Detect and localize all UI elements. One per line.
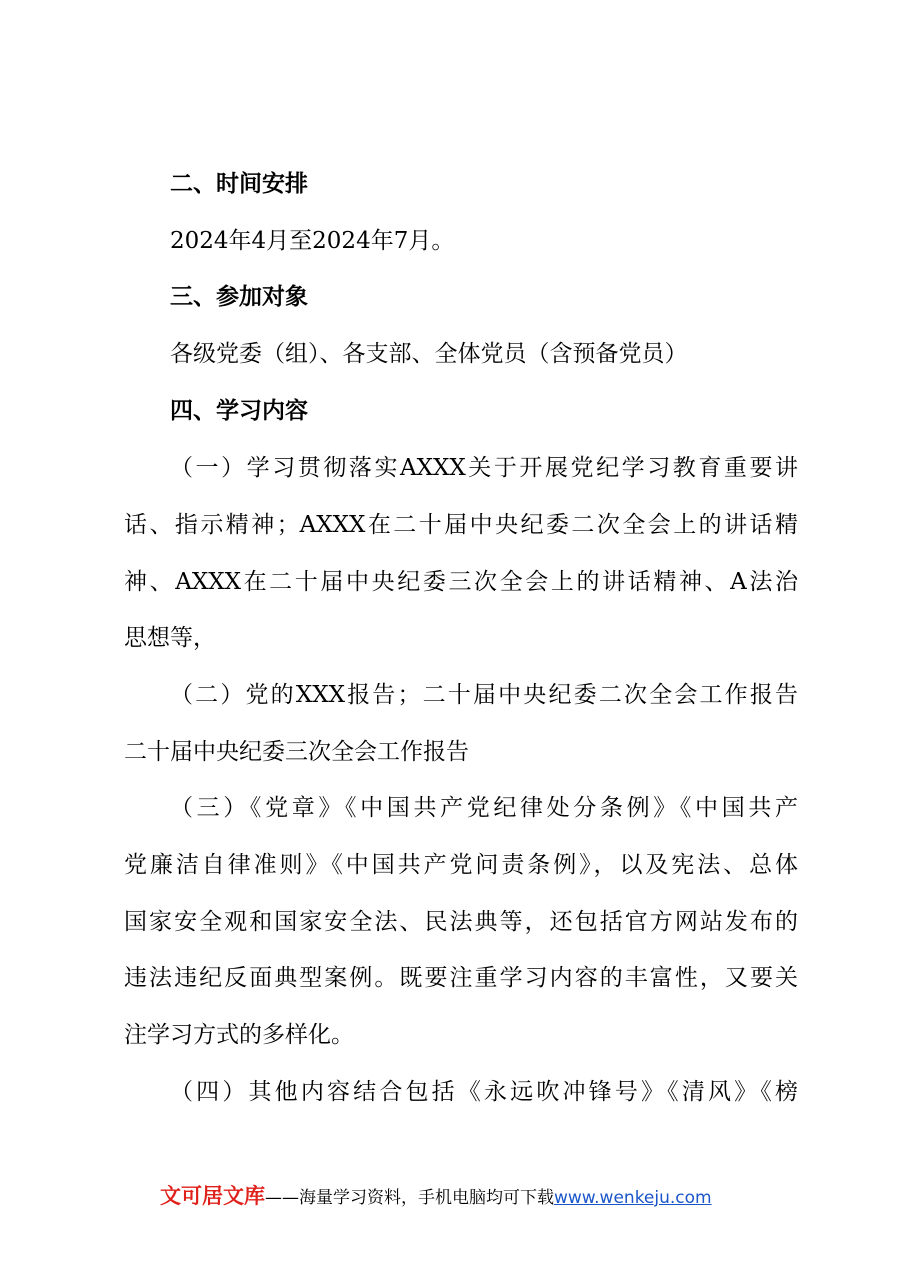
item1-line1: （一）学习贯彻落实AXXX关于开展党纪学习教育重要讲 (170, 455, 798, 481)
section-heading-participants: 三、参加对象 (170, 284, 308, 310)
item1-line4: 思想等， (124, 625, 216, 651)
schedule-text: 2024年4月至2024年7月。 (170, 228, 455, 254)
item3-line4: 违法违纪反面典型案例。既要注重学习内容的丰富性，又要关 (124, 965, 798, 991)
participants-text: 各级党委（组）、各支部、全体党员（含预备党员） (170, 341, 688, 367)
item1-line3: 神、AXXX在二十届中央纪委三次全会上的讲话精神、A法治 (124, 569, 798, 595)
section-heading-content: 四、学习内容 (170, 398, 308, 424)
item4-line1: （四）其他内容结合包括《永远吹冲锋号》《清风》《榜 (170, 1079, 798, 1105)
item3-line5: 注学习方式的多样化。 (124, 1022, 354, 1048)
item3-line1: （三）《党章》《中国共产党纪律处分条例》《中国共产 (170, 795, 798, 821)
footer-brand: 文可居文库 (160, 1184, 265, 1208)
item3-line2: 党廉洁自律准则》《中国共产党问责条例》，以及宪法、总体 (124, 852, 798, 878)
section-heading-schedule: 二、时间安排 (170, 171, 308, 197)
item2-line2: 二十届中央纪委三次全会工作报告 (124, 739, 469, 765)
item1-line2: 话、指示精神；AXXX在二十届中央纪委二次全会上的讲话精 (124, 512, 798, 538)
item3-line3: 国家安全观和国家安全法、民法典等，还包括官方网站发布的 (124, 909, 798, 935)
footer-url-link[interactable]: www.wenkeju.com (554, 1188, 712, 1208)
footer-tagline: ——海量学习资料，手机电脑均可下载 (265, 1188, 554, 1208)
page-footer (160, 1180, 712, 1212)
item2-line1: （二）党的XXX报告；二十届中央纪委二次全会工作报告 (170, 682, 798, 708)
